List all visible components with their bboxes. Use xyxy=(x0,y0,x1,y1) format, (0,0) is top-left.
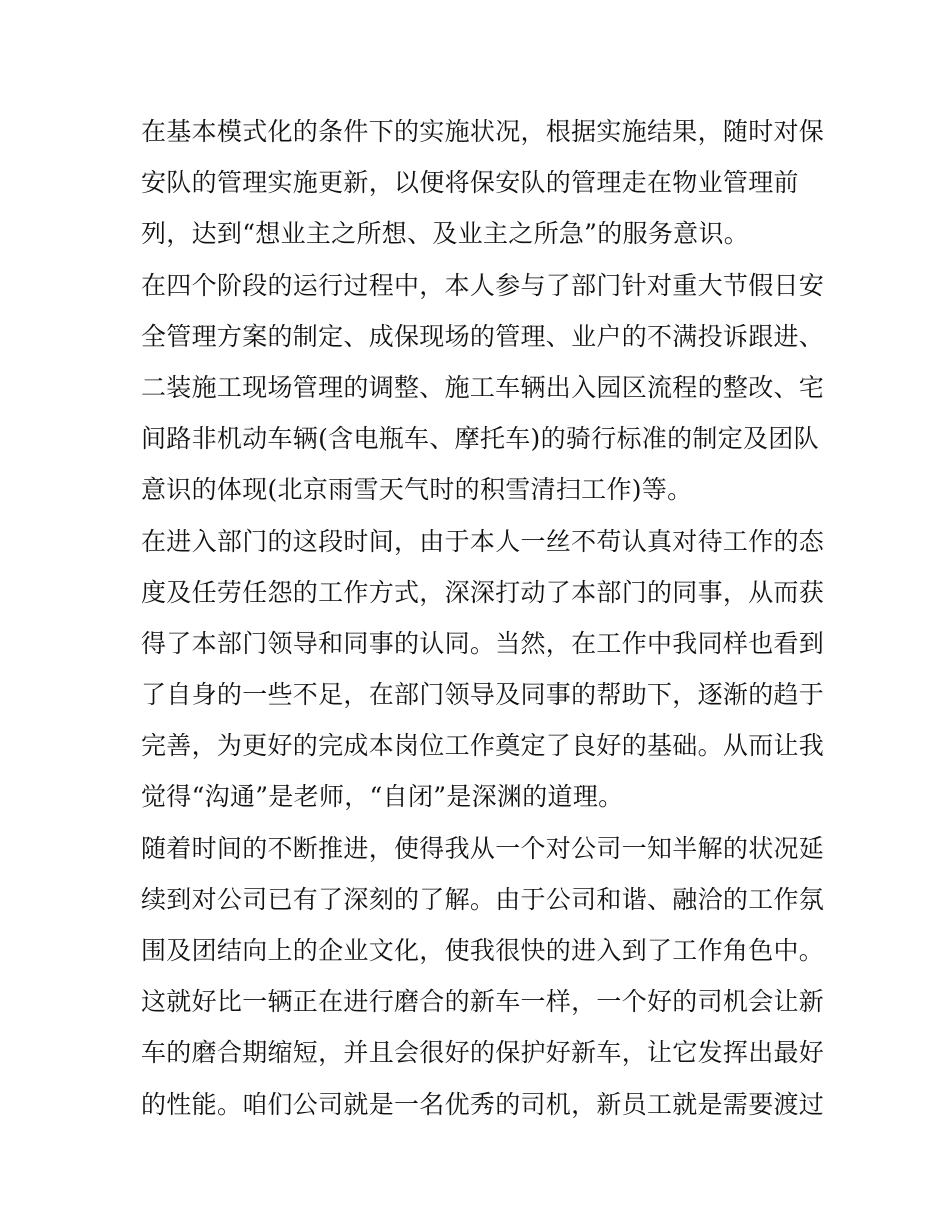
text-line: 这就好比一辆正在进行磨合的新车一样，一个好的司机会让新 xyxy=(141,987,825,1017)
text-line: 续到对公司已有了深刻的了解。由于公司和谐、融洽的工作氛 xyxy=(141,884,825,914)
text-line: 列，达到“想业主之所想、及业主之所急”的服务意识。 xyxy=(141,219,750,249)
text-line: 完善，为更好的完成本岗位工作奠定了良好的基础。从而让我 xyxy=(141,731,825,761)
text-line: 在基本模式化的条件下的实施状况，根据实施结果，随时对保 xyxy=(141,117,825,146)
text-line: 安队的管理实施更新，以便将保安队的管理走在物业管理前 xyxy=(141,168,799,198)
text-line: 在进入部门的这段时间，由于本人一丝不苟认真对待工作的态 xyxy=(141,526,825,556)
text-line: 了自身的一些不足，在部门领导及同事的帮助下，逐渐的趋于 xyxy=(141,680,825,710)
text-line: 度及任劳任怨的工作方式，深深打动了本部门的同事，从而获 xyxy=(141,577,825,607)
text-line: 的性能。咱们公司就是一名优秀的司机，新员工就是需要渡过 xyxy=(141,1089,825,1119)
text-line: 在四个阶段的运行过程中，本人参与了部门针对重大节假日安 xyxy=(141,270,825,300)
text-line: 得了本部门领导和同事的认同。当然，在工作中我同样也看到 xyxy=(141,628,825,658)
text-line: 围及团结向上的企业文化，使我很快的进入到了工作角色中。 xyxy=(141,936,825,965)
text-line: 意识的体现(北京雨雪天气时的积雪清扫工作)等。 xyxy=(141,475,693,505)
text-line: 间路非机动车辆(含电瓶车、摩托车)的骑行标准的制定及团队 xyxy=(141,424,819,454)
text-line: 随着时间的不断推进，使得我从一个对公司一知半解的状况延 xyxy=(141,833,825,863)
body-text xyxy=(141,106,825,1130)
text-line: 车的磨合期缩短，并且会很好的保护好新车，让它发挥出最好 xyxy=(141,1038,825,1068)
text-line: 觉得“沟通”是老师，“自闭”是深渊的道理。 xyxy=(141,782,624,812)
text-line: 全管理方案的制定、成保现场的管理、业户的不满投诉跟进、 xyxy=(141,321,825,351)
text-line: 二装施工现场管理的调整、施工车辆出入园区流程的整改、宅 xyxy=(141,372,825,402)
